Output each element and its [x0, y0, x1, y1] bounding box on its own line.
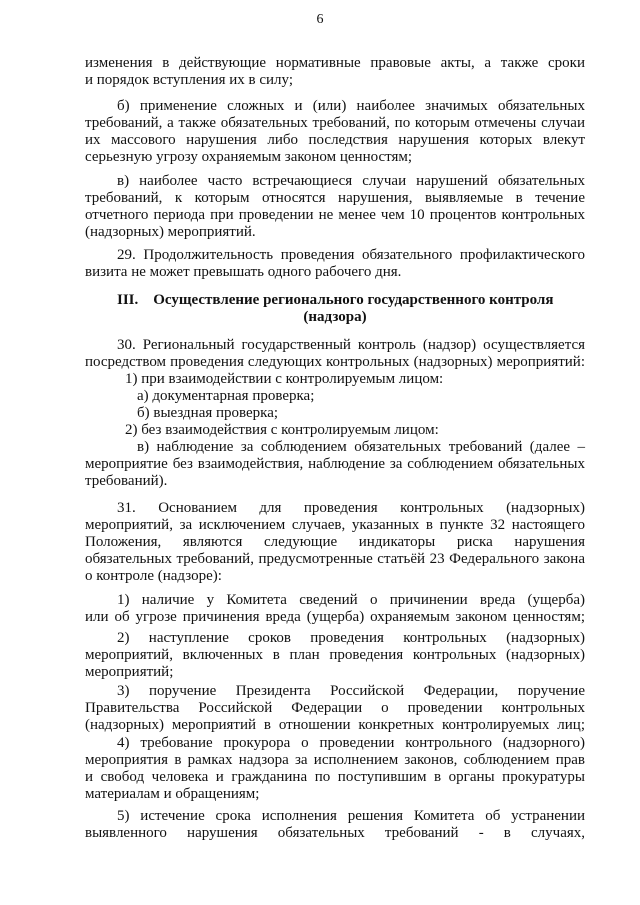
text-line: визита не может превышать одного рабочего дня.: [85, 264, 402, 280]
text-line: Положения, являются следующие индикаторы риска нарушения: [85, 534, 585, 550]
text-line: мероприятий, за исключением случаев, указанных в пункте 32 настоящего: [85, 517, 585, 533]
indicator-4: [85, 735, 585, 803]
text-line: и свобод человека и гражданина по поступившим в органы прокуратуры: [85, 769, 585, 785]
text-line: 29. Продолжительность проведения обязательного профилактического: [117, 247, 585, 263]
indicator-1: [85, 592, 585, 626]
text-line: их массового нарушения либо последствия нарушения которых влекут: [85, 132, 585, 148]
text-line: обязательных требований, предусмотренные статьёй 23 Федерального закона: [85, 551, 585, 567]
indicator-3: [85, 683, 585, 734]
text-line: 2) без взаимодействия с контролируемым лицом:: [125, 422, 439, 438]
text-line: отчетного периода при проведении не менее чем 10 процентов контрольных: [85, 207, 585, 223]
text-line: мероприятие без взаимодействия, наблюдение за соблюдением обязательных: [85, 456, 585, 472]
text-line: выявленного нарушения обязательных требований - в случаях,: [85, 825, 585, 841]
text-line: 31. Основанием для проведения контрольных (надзорных): [117, 500, 585, 516]
text-line: III. Осуществление регионального государственного контроля: [117, 292, 554, 308]
text-line: материалам и обращениям;: [85, 786, 260, 802]
indicator-2: [85, 630, 585, 681]
text-line: и порядок вступления их в силу;: [85, 72, 294, 88]
text-line: 1) наличие у Комитета сведений о причинении вреда (ущерба): [117, 592, 585, 608]
text-line: б) применение сложных и (или) наиболее значимых обязательных: [117, 98, 585, 114]
text-line: (надзорных) мероприятий в отношении конкретных контролируемых лиц;: [85, 717, 585, 733]
paragraph-30: [85, 337, 585, 490]
text-line: о контроле (надзоре):: [85, 568, 222, 584]
text-line: требований).: [85, 473, 168, 489]
page-number: 6: [316, 12, 324, 27]
paragraph-continuation: [85, 55, 585, 89]
indicator-5: [85, 808, 585, 842]
paragraph-item-b: [85, 98, 585, 166]
text-line: мероприятия в рамках надзора за исполнением законов, соблюдением прав: [85, 752, 585, 768]
text-line: 3) поручение Президента Российской Федерации, поручение: [117, 683, 585, 699]
text-line: в) наблюдение за соблюдением обязательных требований (далее –: [137, 439, 585, 455]
text-line: мероприятий, включенных в план проведения контрольных (надзорных): [85, 647, 585, 663]
text-line: 5) истечение срока исполнения решения Комитета об устранении: [117, 808, 585, 824]
text-line: посредством проведения следующих контрольных (надзорных) мероприятий:: [85, 354, 585, 370]
text-line: 2) наступление сроков проведения контрольных (надзорных): [117, 630, 585, 646]
text-line: требований, а также обязательных требований, по которым отмечены случаи: [85, 115, 585, 131]
text-line: Правительства Российской Федерации о проведении контрольных: [85, 700, 585, 716]
text-line: а) документарная проверка;: [137, 388, 315, 404]
text-line: 1) при взаимодействии с контролируемым лицом:: [125, 371, 444, 387]
text-line: 30. Региональный государственный контроль (надзор) осуществляется: [117, 337, 585, 353]
text-line: (надзорных) мероприятий.: [85, 224, 256, 240]
text-line: (надзора): [303, 309, 367, 325]
text-line: мероприятий;: [85, 664, 174, 680]
section-heading: [85, 292, 585, 326]
paragraph-item-v: [85, 173, 585, 241]
text-line: в) наиболее часто встречающиеся случаи нарушений обязательных: [117, 173, 585, 189]
text-line: изменения в действующие нормативные правовые акты, а также сроки: [85, 55, 585, 71]
text-line: серьезную угрозу охраняемым законом ценностям;: [85, 149, 413, 165]
text-line: 4) требование прокурора о проведении контрольного (надзорного): [117, 735, 585, 751]
paragraph-29: [85, 247, 585, 281]
text-line: или об угрозе причинения вреда (ущерба) охраняемым законом ценностям;: [85, 609, 585, 625]
text-line: б) выездная проверка;: [137, 405, 279, 421]
text-line: требований, к которым относятся нарушения, выявляемые в течение: [85, 190, 585, 206]
paragraph-31: [85, 500, 585, 585]
